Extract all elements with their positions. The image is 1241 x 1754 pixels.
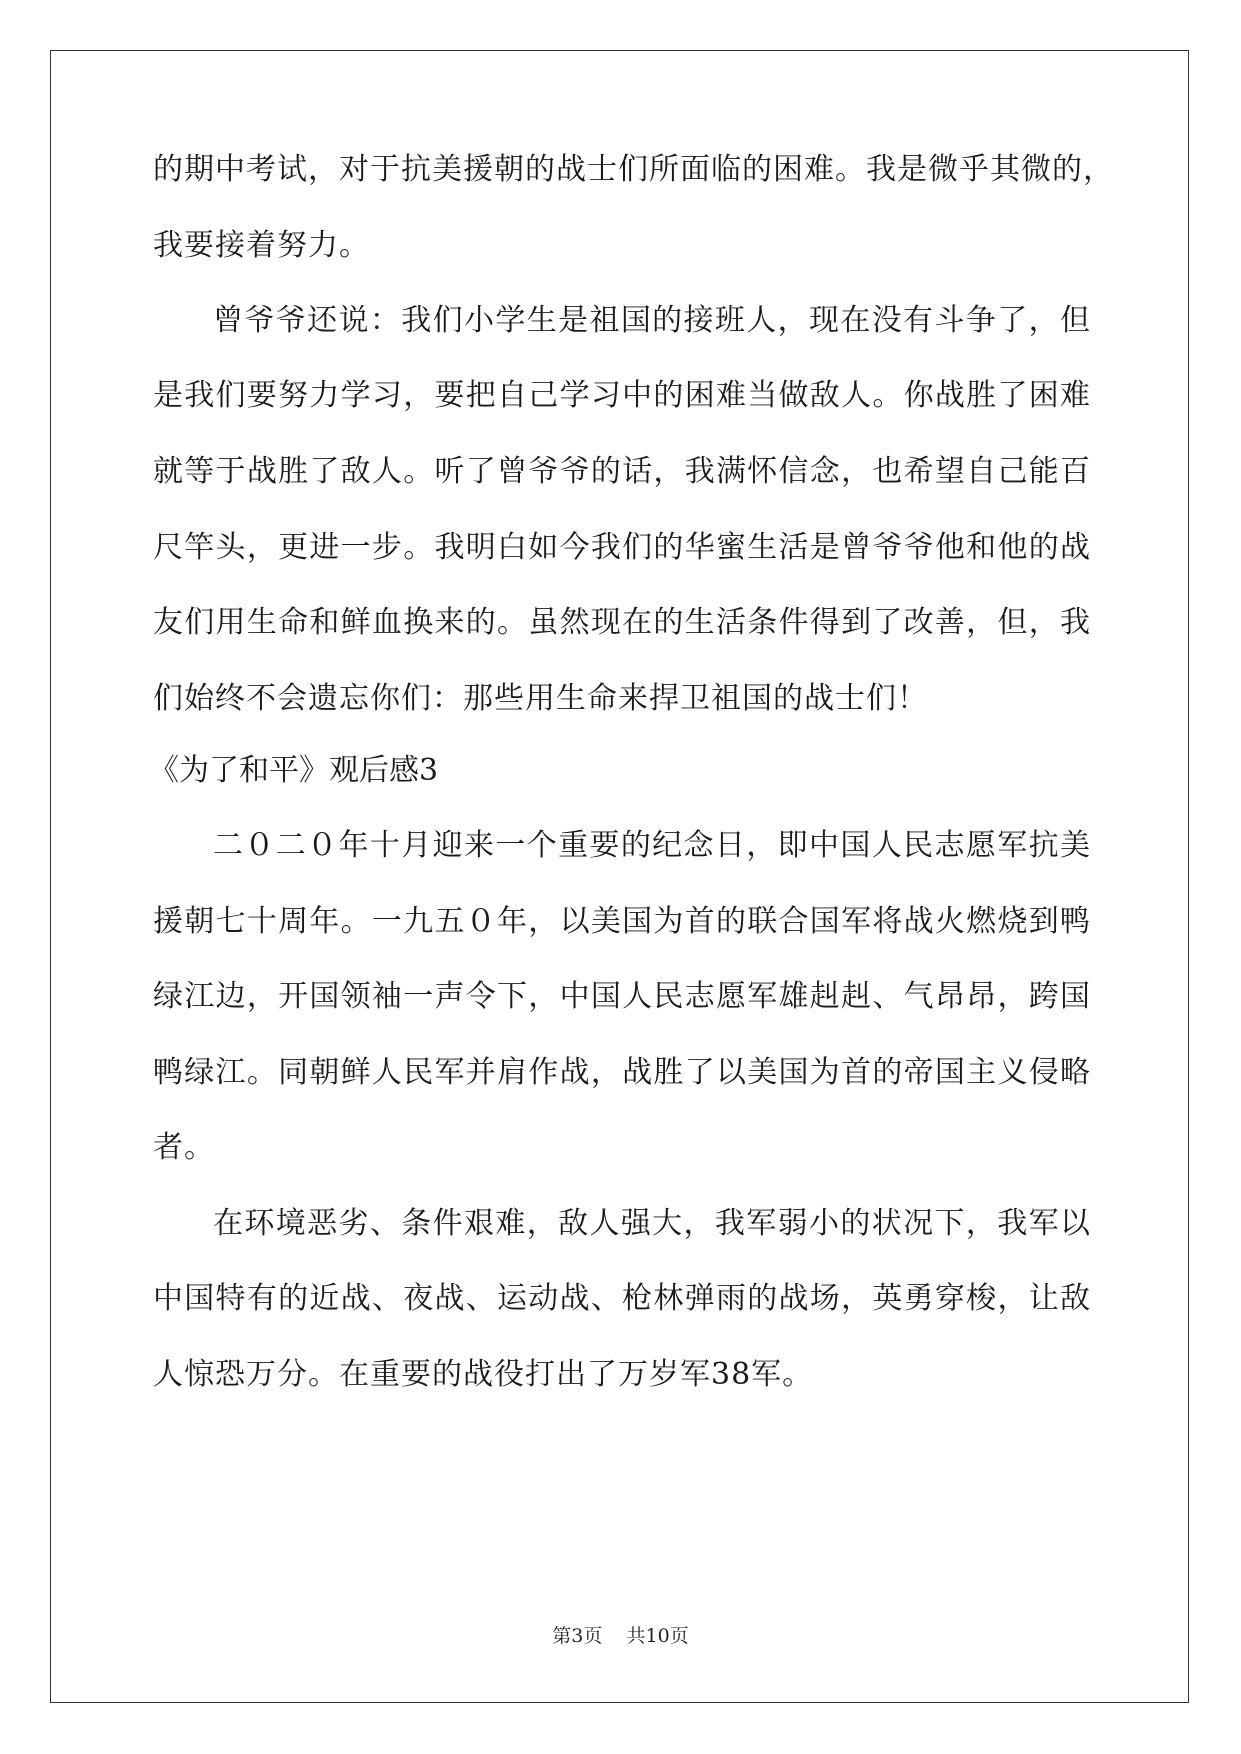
text-line: 援朝七十周年。一九五０年，以美国为首的联合国军将战火燃烧到鸭 — [153, 904, 1091, 939]
paragraph-first-line: 在环境恶劣、条件艰难，敌人强大，我军弱小的状况下，我军以 — [213, 1206, 1091, 1241]
paragraph-first-line: 二０二０年十月迎来一个重要的纪念日，即中国人民志愿军抗美 — [213, 828, 1091, 863]
text-line: 人惊恐万分。在重要的战役打出了万岁军38军。 — [153, 1357, 814, 1392]
text-line: 就等于战胜了敌人。听了曾爷爷的话，我满怀信念，也希望自己能百 — [153, 454, 1091, 489]
text-line: 绿江边，开国领袖一声令下，中国人民志愿军雄赳赳、气昂昂，跨国 — [153, 979, 1091, 1014]
text-line: 中国特有的近战、夜战、运动战、枪林弹雨的战场，英勇穿梭，让敌 — [153, 1281, 1091, 1316]
text-line: 鸭绿江。同朝鲜人民军并肩作战，战胜了以美国为首的帝国主义侵略 — [153, 1055, 1091, 1090]
page-footer — [0, 1624, 1241, 1648]
page-number: 第3页 — [552, 1625, 603, 1647]
text-line: 友们用生命和鲜血换来的。虽然现在的生活条件得到了改善，但，我 — [153, 605, 1091, 640]
text-line: 的期中考试，对于抗美援朝的战士们所面临的困难。我是微乎其微的， — [153, 152, 1114, 187]
text-line: 尺竿头，更进一步。我明白如今我们的华蜜生活是曾爷爷他和他的战 — [153, 530, 1091, 565]
text-line: 们始终不会遗忘你们：那些用生命来捍卫祖国的战士们！ — [153, 681, 928, 716]
text-line: 者。 — [153, 1130, 215, 1165]
text-line: 我要接着努力。 — [153, 228, 370, 263]
paragraph-first-line: 曾爷爷还说：我们小学生是祖国的接班人，现在没有斗争了，但 — [213, 303, 1091, 338]
section-heading: 《为了和平》观后感3 — [149, 753, 439, 788]
text-line: 是我们要努力学习，要把自己学习中的困难当做敌人。你战胜了困难 — [153, 378, 1091, 413]
page-border — [50, 50, 1189, 1703]
page-total: 共10页 — [626, 1625, 689, 1647]
